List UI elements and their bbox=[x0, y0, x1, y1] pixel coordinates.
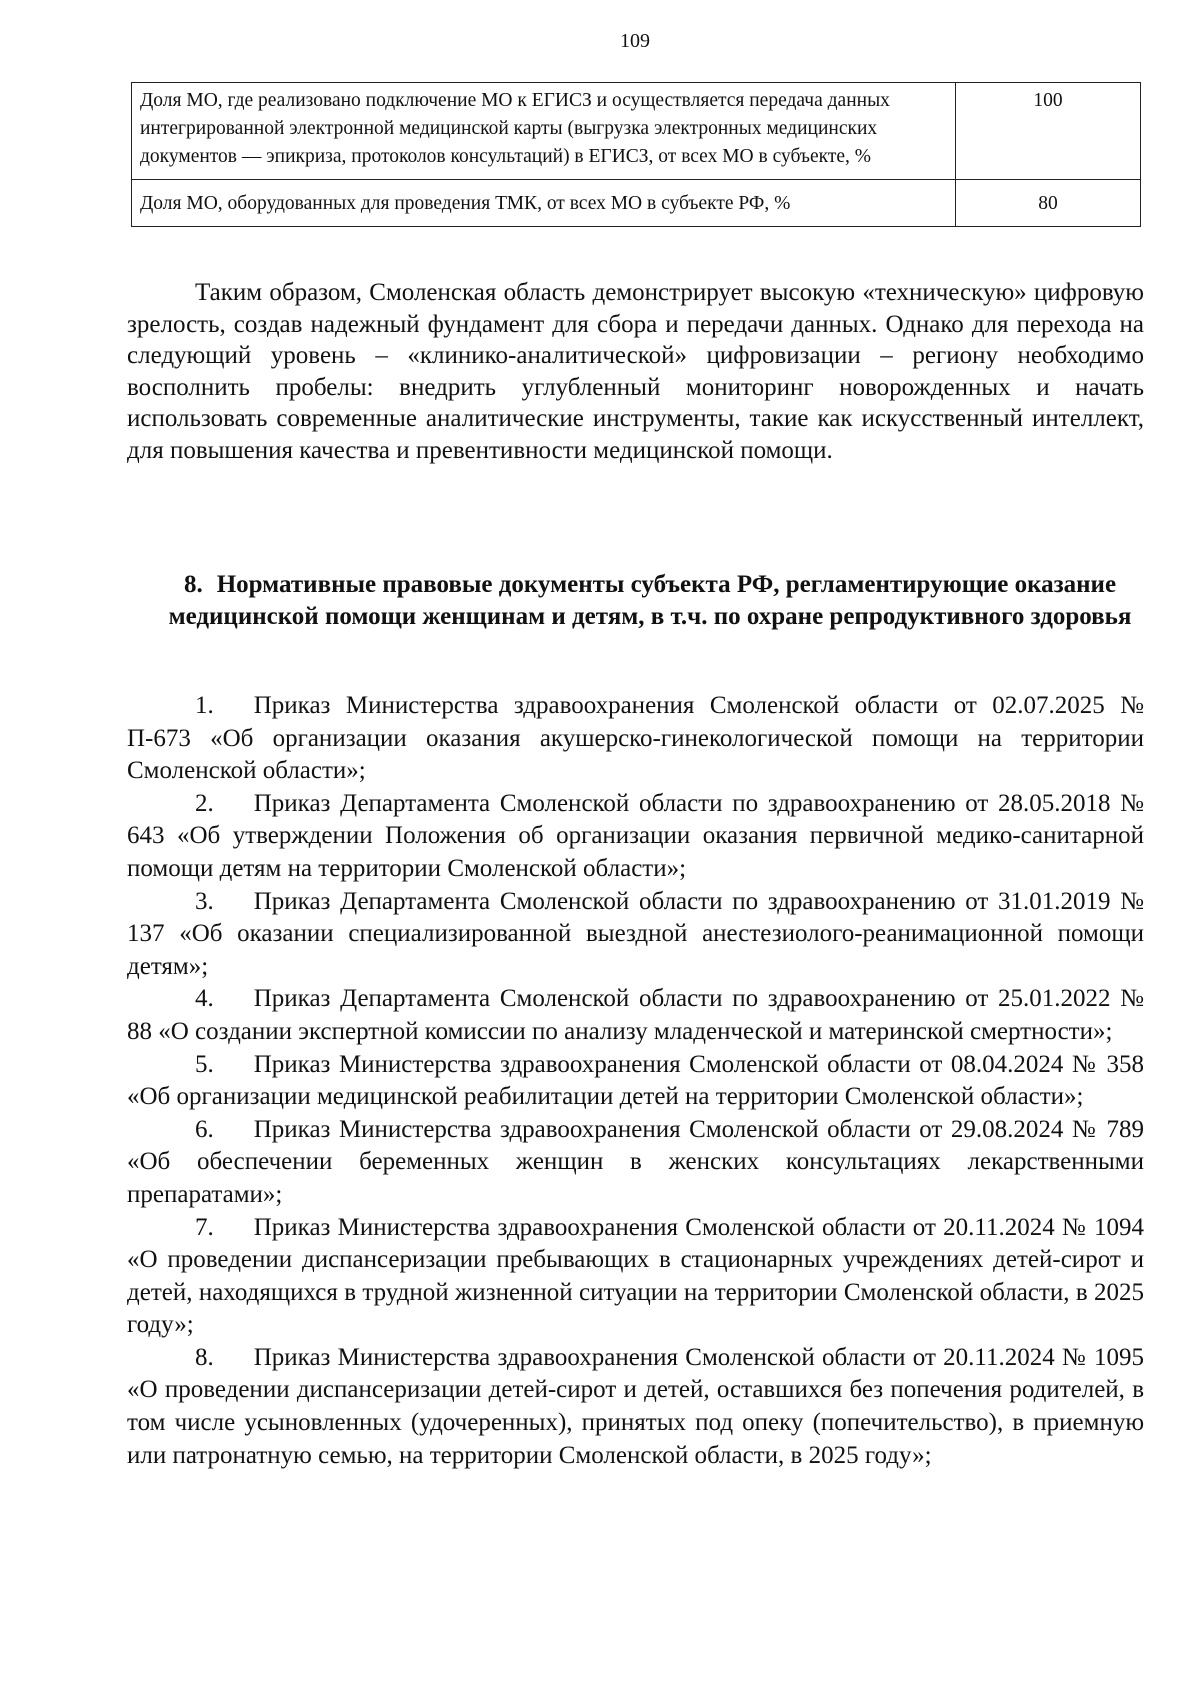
indicator-name: Доля МО, оборудованных для проведения ТМК, от всех МО в субъекте РФ, % bbox=[132, 180, 956, 227]
item-number: 6. bbox=[195, 1115, 214, 1143]
table-row bbox=[132, 180, 1141, 227]
page-number: 109 bbox=[620, 30, 650, 52]
indicator-value: 100 bbox=[956, 83, 1141, 180]
list-item bbox=[127, 690, 1144, 788]
document-list bbox=[127, 690, 1144, 1472]
table-row bbox=[132, 83, 1141, 180]
item-text: Приказ Департамента Смоленской области по здравоохранению от 28.05.2018 № 643 «Об утверждении Положения об организации оказания первичной медико-санитарной помощи детям на территории Смоленской области»; bbox=[127, 789, 1144, 882]
item-number: 3. bbox=[195, 887, 214, 915]
item-text: Приказ Министерства здравоохранения Смоленской области от 20.11.2024 № 1095 «О проведении диспансеризации детей-сирот и детей, оставшихся без попечения родителей, в том числе усыновленных (удочеренных), принятых под опеку (попечительство), в приемную или патронатную семью, на территории Смоленской области, в 2025 году»; bbox=[127, 1343, 1144, 1469]
item-number: 7. bbox=[195, 1213, 214, 1241]
item-number: 4. bbox=[195, 985, 214, 1013]
indicator-value: 80 bbox=[956, 180, 1141, 227]
item-text: Приказ Департамента Смоленской области по здравоохранению от 25.01.2022 № 88 «О создании экспертной комиссии по анализу младенческой и материнской смертности»; bbox=[127, 985, 1144, 1045]
section-title: Нормативные правовые документы субъекта РФ, регламентирующие оказание медицинской помощи женщинам и детям, в т.ч. по охране репродуктивного здоровья bbox=[168, 571, 1132, 630]
item-number: 5. bbox=[195, 1050, 214, 1078]
item-number: 2. bbox=[195, 789, 214, 817]
list-item bbox=[127, 983, 1144, 1048]
item-text: Приказ Министерства здравоохранения Смоленской области от 29.08.2024 № 789 «Об обеспечении беременных женщин в женских консультациях лекарственными препаратами»; bbox=[127, 1115, 1144, 1208]
item-number: 1. bbox=[195, 692, 214, 719]
list-item bbox=[127, 1212, 1144, 1342]
summary-paragraph: Таким образом, Смоленская область демонстрирует высокую «техническую» цифровую зрелость, создав надежный фундамент для сбора и передачи данных. Однако для перехода на следующий уровень – «клинико-аналитической» цифровизации – региону необходимо восполнить пробелы: внедрить углубленный мониторинг новорожденных и начать использовать современные аналитические инструменты, такие как искусственный интеллект, для повышения качества и превентивности медицинской помощи. bbox=[127, 279, 1144, 464]
indicator-table bbox=[131, 82, 1141, 227]
item-text: Приказ Департамента Смоленской области по здравоохранению от 31.01.2019 № 137 «Об оказании специализированной выездной анестезиолого-реанимационной помощи детям»; bbox=[127, 887, 1144, 980]
item-number: 8. bbox=[195, 1343, 214, 1371]
list-item bbox=[127, 886, 1144, 984]
section-heading bbox=[150, 569, 1150, 633]
item-text: Приказ Министерства здравоохранения Смоленской области от 20.11.2024 № 1094 «О проведении диспансеризации пребывающих в стационарных учреждениях детей-сирот и детей, находящихся в трудной жизненной ситуации на территории Смоленской области, в 2025 году»; bbox=[127, 1213, 1144, 1339]
section-number: 8. bbox=[183, 571, 203, 598]
indicator-name: Доля МО, где реализовано подключение МО к ЕГИСЗ и осуществляется передача данных интегрированной электронной медицинской карты (выгрузка электронных медицинских документов — эпикриза, протоколов консультаций) в ЕГИСЗ, от всех МО в субъекте, % bbox=[132, 83, 956, 180]
list-item bbox=[127, 1342, 1144, 1472]
item-text: Приказ Министерства здравоохранения Смоленской области от 08.04.2024 № 358 «Об организации медицинской реабилитации детей на территории Смоленской области»; bbox=[127, 1050, 1144, 1111]
list-item bbox=[127, 788, 1144, 886]
item-text: Приказ Министерства здравоохранения Смоленской области от 02.07.2025 № П-673 «Об организации оказания акушерско-гинекологической помощи на территории Смоленской области»; bbox=[127, 692, 1144, 785]
list-item bbox=[127, 1049, 1144, 1114]
list-item bbox=[127, 1114, 1144, 1212]
